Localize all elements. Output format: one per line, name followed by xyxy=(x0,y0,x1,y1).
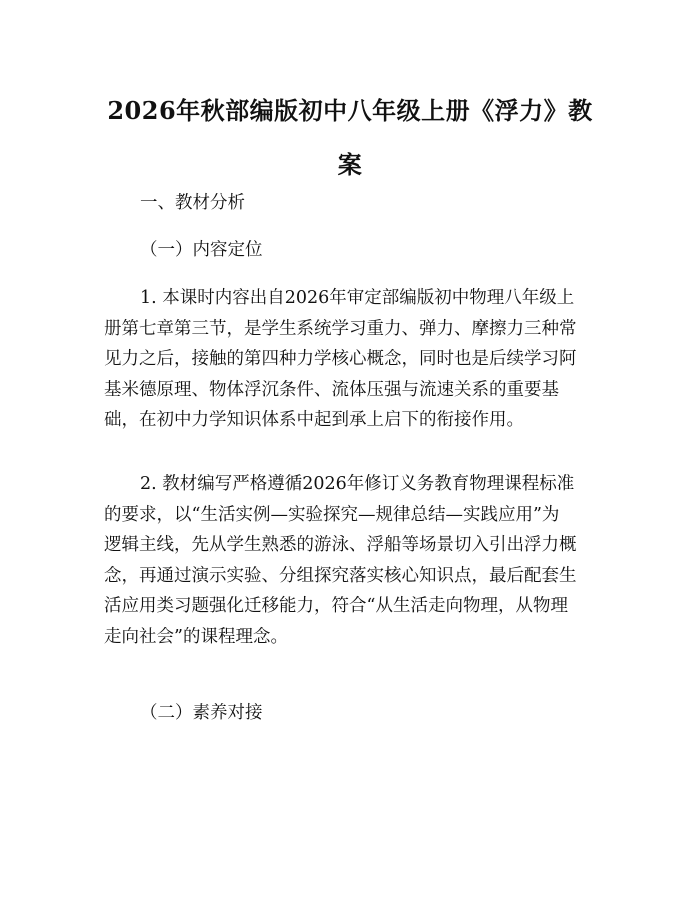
document-title xyxy=(100,84,600,192)
paragraph-1-line: 基米德原理、物体浮沉条件、流体压强与流速关系的重要基 xyxy=(104,379,559,400)
paragraph-2-line: 念，再通过演示实验、分组探究落实核心知识点，最后配套生 xyxy=(104,565,577,586)
paragraph-2-line: 的要求，以“生活实例—实验探究—规律总结—实践应用”为 xyxy=(104,504,560,525)
section-heading-textbook-analysis: 一、教材分析 xyxy=(140,193,245,213)
paragraph-2 xyxy=(104,469,601,652)
title-line-1: 2026年秋部编版初中八年级上册《浮力》教 xyxy=(107,96,593,125)
subsection-heading-competency-alignment: （二）素养对接 xyxy=(140,703,263,723)
paragraph-1-line: 1. 本课时内容出自2026年审定部编版初中物理八年级上 xyxy=(140,288,575,308)
paragraph-1 xyxy=(104,283,601,436)
paragraph-1-line: 册第七章第三节，是学生系统学习重力、弹力、摩擦力三种常 xyxy=(104,318,577,339)
paragraph-2-line: 逻辑主线，先从学生熟悉的游泳、浮船等场景切入引出浮力概 xyxy=(104,535,577,555)
paragraph-2-line: 走向社会”的课程理念。 xyxy=(104,626,288,647)
paragraph-1-line: 础，在初中力学知识体系中起到承上启下的衔接作用。 xyxy=(104,410,524,430)
paragraph-2-line: 活应用类习题强化迁移能力，符合“从生活走向物理，从物理 xyxy=(104,596,568,616)
title-line-2: 案 xyxy=(337,150,363,179)
paragraph-1-line: 见力之后，接触的第四种力学核心概念，同时也是后续学习阿 xyxy=(104,349,577,369)
subsection-heading-content-positioning: （一）内容定位 xyxy=(140,240,263,260)
paragraph-2-line: 2. 教材编写严格遵循2026年修订义务教育物理课程标准 xyxy=(140,474,575,494)
